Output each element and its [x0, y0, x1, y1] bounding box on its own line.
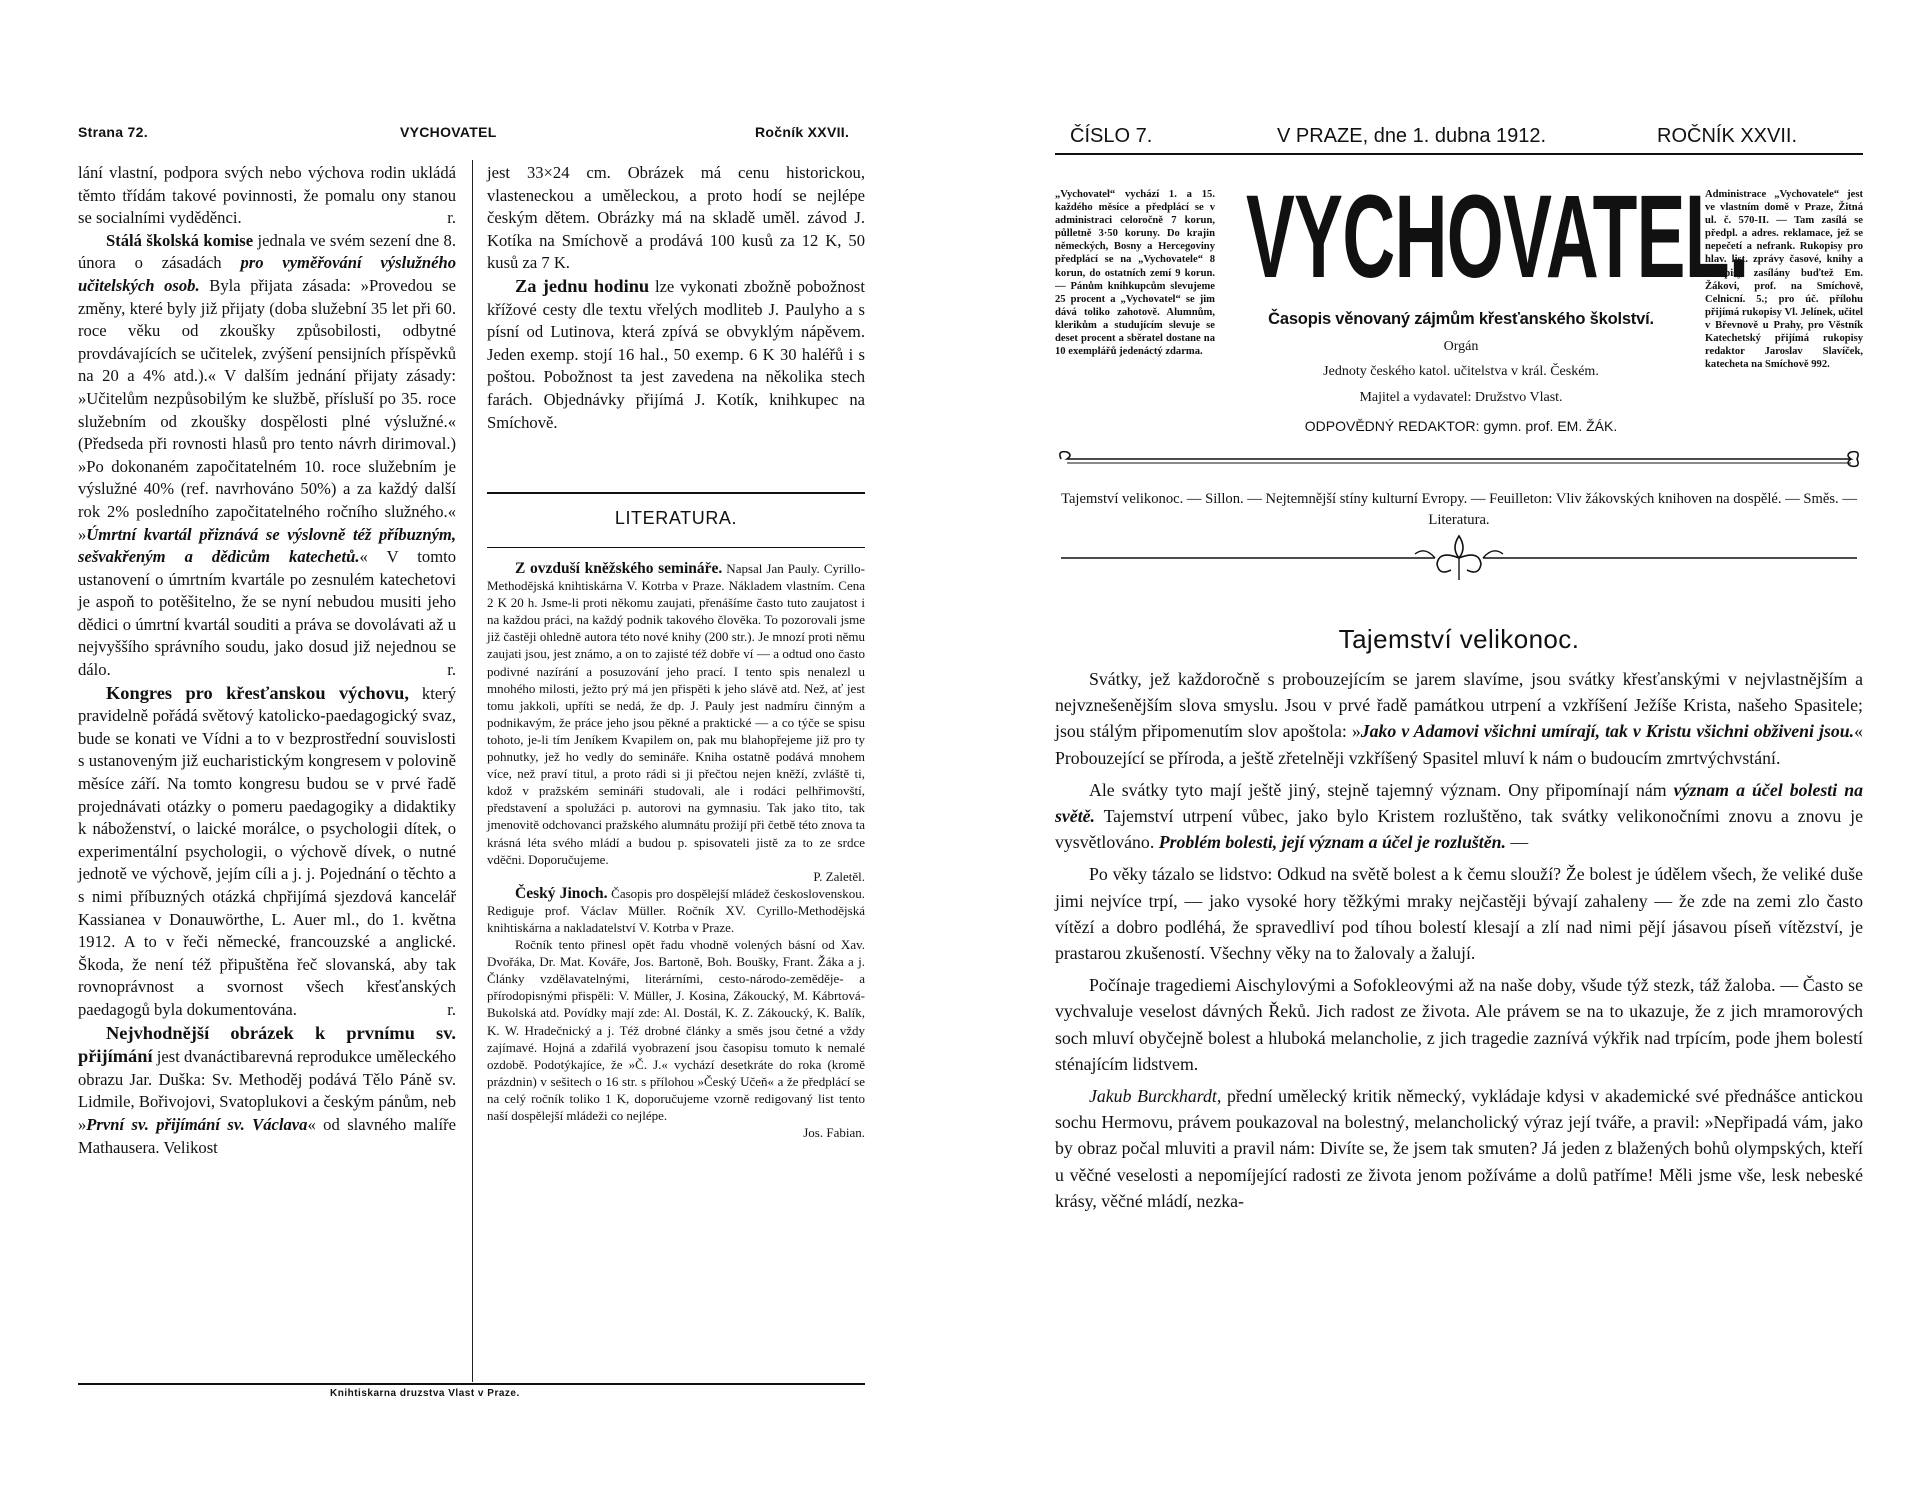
- right-page: [953, 0, 1906, 1501]
- paragraph-text: Tajemství utrpení vůbec, jako bylo Kristem rozluštěno, tak svátky velikonočními znovu a znovu je vysvětlováno.: [1055, 806, 1863, 853]
- printer-imprint: Knihtiskarna druzstva Vlast v Praze.: [330, 1388, 520, 1399]
- review-signature: Jos. Fabian.: [803, 1125, 865, 1141]
- italic-text: Úmrtní kvartál přiznává se výslovně též příbuzným, sešvakřeným a dědicům katechetů.: [78, 524, 456, 567]
- paragraph-text: jednala ve svém sezení dne 8. února o zásadách: [78, 230, 456, 273]
- signature: r.: [447, 660, 456, 680]
- masthead-publisher: Majitel a vydavatel: Družstvo Vlast.: [1359, 390, 1563, 405]
- italic-text: První sv. přijímání sv. Václava: [86, 1114, 308, 1134]
- literature-section: [487, 560, 865, 1141]
- table-of-contents: Tajemství velikonoc. — Sillon. — Nejtemnější stíny kulturní Evropy. — Feuilleton: Vliv žákovských knihoven na dospělé. — Směs. — Literatura.: [1061, 491, 1857, 528]
- page-number: Strana 72.: [78, 124, 148, 140]
- administration-info: Administrace „Vychovatele“ jest ve vlastním domě v Praze, Žitná ul. č. 570-II. — Tam zasílá se předpl. a adres. reklamace, jež se nepečetí a nefrank. Rukopisy pro hlav. list. zprávy časové, knihy a časopisy zasílány buďtež Em. Žákovi, prof. na Smíchově, Celnicní. 5.; pro úč. přílohu přijímá rukopisy Vl. Jelínek, učitel v Břevnově u Prahy, pro Věstník Katechetský přijímá rukopisy redaktor Jaroslav Slavíček, katecheta na Smíchově 992.: [1705, 189, 1863, 371]
- article-heading: Za jednu hodinu: [515, 275, 650, 296]
- running-title: VYCHOVATEL: [400, 124, 497, 140]
- section-rule-top: [487, 492, 865, 494]
- issue-number: ČÍSLO 7.: [1070, 125, 1153, 147]
- article-heading: Kongres pro křesťanskou výchovu,: [106, 682, 409, 703]
- paragraph-text: « od slavného malíře Mathausera. Velikost: [78, 1114, 456, 1157]
- header-rule: [1055, 153, 1863, 155]
- ornament-rule-icon: [1053, 446, 1865, 472]
- masthead-union: Jednoty českého katol. učitelstva v král. Českém.: [1323, 364, 1599, 379]
- paragraph-text: Ale svátky tyto mají ještě jiný, stejně tajemný význam. Ony připomínají nám: [1089, 779, 1674, 800]
- paragraph-text: « V tomto ustanovení o úmrtním kvartále po zesnulém katechetovi je aspoň to potěšitelno, že se nyní nebudou musiti jeho dědici o úmrtní kvartál souditi a práva se dovolávati až u nejvyššího správního soudu, jako dosud již nejednou se dálo.: [78, 547, 457, 680]
- paragraph-text: lání vlastní, podpora svých nebo výchova rodin ukládá těmto třídám takové povinnosti, že pomalu ony stanou se socialními vyděděnci.: [78, 163, 456, 228]
- column-divider: [472, 160, 473, 1382]
- article-body: [1055, 666, 1863, 1220]
- ornament-divider-icon: [1053, 528, 1865, 588]
- review-meta: Napsal Jan Pauly. Cyrillo-Methodějská knihtiskárna V. Kotrba v Praze. Nákladem vlastním. Cena 2 K 20 h.: [487, 561, 865, 611]
- running-volume: Ročník XXVII.: [755, 124, 850, 140]
- italic-text: význam a účel bolesti na světě.: [1055, 779, 1863, 827]
- masthead-editor: ODPOVĚDNÝ REDAKTOR: gymn. prof. EM. ŽÁK.: [1304, 418, 1618, 434]
- paragraph-text: Svátky, jež každoročně s probouzejícím se jarem slavíme, jsou svátky křesťanskými v nejvlastnějším a nejvznešenějším slova smyslu. Jsou v prvé řadě památkou utrpení a vzkříšení Ježíše Krista, našeho Spasitele; jsou stálým připomenutím slov apoštola: »: [1055, 669, 1863, 742]
- paragraph-text: jest dvanáctibarevná reprodukce uměleckého obrazu Jar. Duška: Sv. Methoděj podává Tělo Páně sv. Lidmile, Bořivojovi, Svatoplukovi a českým pánům, neb »: [78, 1047, 456, 1134]
- italic-text: Jakub Burckhardt,: [1089, 1086, 1222, 1107]
- signature: r.: [447, 208, 456, 228]
- paragraph-text: Byla přijata zásada: »Provedou se změny, které byly již přijaty (doba služební 35 let při 60. roce věku od zkoušky způsobilosti, odbytné provdávajících se učitelek, zvýšení pensijních příspěvků na 20 a 4% atd.).« V dalším jednání přijaty zásady: »Učitelům nezpůsobilým ke službě, přísluší po 35. roce služebním od zkoušky dospělosti plné výslužné.« (Předseda při rovnosti hlasů pro tento návrh dirimoval.) »Po dokonaném započitatelném 10. roce služebním je výslužné 40% (ref. navrhováno 50%) a za každý další rok 2% posledního započitatelného ročního služného.« »: [78, 275, 456, 544]
- subscription-info: „Vychovatel“ vychází 1. a 15. každého měsíce a předplácí se v administraci celoročně 7 korun, půlletně 3·50 koruny. Do krajin německých, Bosny a Hercegoviny předplácí se na „Vychovatele“ 8 korun, do ostatních zemí 9 korun. — Pánům knihkupcům slevujeme 25 procent a „Vychovatel“ se jim dává toliko zahotově. Alumnům, klerikům a studujícím slevuje se deset procent a sběratel dostane na 10 exemplářů jedenáctý zdarma.: [1055, 189, 1215, 358]
- review-text: Ročník tento přinesl opět řadu vhodně volených básní od Xav. Dvořáka, Dr. Mat. Kováře, Jos. Bartoně, Boh. Boušky, Frant. Žáka a j. Články vzdělavatelnými, literárními, cesto-národo-zeměděje- a přírodopisnými přispěli: V. Müller, J. Kosina, Zákoucký, M. Kábrtová-Bukolská atd. Povídky mají zde: Al. Dostál, K. Z. Zákoucký, K. Balík, K. W. Hradečnický a j. Též drobné články a směs jsou četné a vždy zajímavé. Hojná a zdařilá vyobrazení jsou časopisu tomuto k nemalé ozdobě. Podotýkajíce, že »Č. J.« vychází desetkráte do roka (kromě prázdnin) v sešitech o 16 str. s přílohou »Český Učeň« a že předplácí se na celý ročník toliko 1 K, doporučujeme vzorně redigovaný list tento naší dospělejší mládeži co nejlépe.: [487, 937, 865, 1123]
- review-title: Z ovzduší kněžského semináře.: [515, 560, 723, 577]
- review-text: Jsme-li proti někomu zaujati, přenášíme často tuto zaujatost i na každou práci, na každý podnik takového člověka. To pozorovali jsme již častěji ohledně autora této nové knihy (200 str.). Je mnozí proti němu zaujati jsou, jest známo, a on to zajisté též dobře ví — a odtud ono často podivné nazírání a posuzování jeho prací. I tento spis nenalezl u mnohého milosti, ježto prý má jen přispěti k jeho slávě atd. Než, ať jest tomu jakkoli, upříti se nedá, že dp. J. Pauly jest nadmíru činným a podnikavým, že práce jeho jsou pěkné a praktické — a co týče se spisu tohoto, je-li tím Jeníkem Kvapilem on, pak mu blahopřejeme již pro ty pohnutky, jež ho vedly do semináře. Kniha ostatně podává mnohem více, než praví titul, a proto rádi si ji přečtou nejen kněží, zvláště ti, kdož v pražském semináři studovali, ale i rodáci pelhřimovští, představení a spolužáci p. autorovi na gymnasiu. Tak jako tito, tak jmenovitě odchovanci pražského alumnátu prožijí při četbě této znova ta krásná léta svého mládí a budou p. spisovateli jistě za to ze srdce vděčni. Doporučujeme.: [487, 595, 865, 867]
- masthead-organ: Orgán: [1443, 339, 1479, 354]
- italic-text: Jako v Adamovi všichni umírají, tak v Kristu všichni obživeni jsou.: [1360, 721, 1855, 742]
- issue-date: V PRAZE, dne 1. dubna 1912.: [1277, 125, 1547, 147]
- article-heading: Stálá školská komise: [106, 230, 254, 250]
- italic-text: Problém bolesti, její význam a účel je rozluštěn.: [1158, 832, 1506, 853]
- paragraph-text: —: [1505, 832, 1529, 853]
- masthead-title: VYCHOVATEL.: [1246, 171, 1749, 303]
- signature: r.: [447, 999, 456, 1019]
- article-heading: Nejvhodnější obrázek k prvnímu sv. přijímání: [78, 1022, 456, 1067]
- paragraph-text: Po věky tázalo se lidstvo: Odkud na světě bolest a k čemu slouží? Že bolest je údělem všech, že veliké duše jimi nejvíce trpí, — jako vysoké hory těžkými mraky nejčastěji bývají zahaleny — že zde na zemi zlo často vítězí a dobro podléhá, že spravedliví pod tíhou bolestí klesají a zlí nad nimi pějí jásavou píseň vítězství, je prastarou zkušeností. Všechny věky na to žalovaly a žalují.: [1055, 864, 1863, 964]
- paragraph-text: Počínaje tragediemi Aischylovými a Sofokleovými až na naše doby, všude týž stezk, táž žaloba. — Často se vychvaluje veselost dávných Řeků. Jich radost ze života. Ale právem se na to ukazuje, že z jich mramorových soch mluví obyčejně bolest a hluboká melancholie, z jich tragedie zaznívá výkřik nad trpícím, pode jhem bolestí sténajícím lidstvem.: [1055, 975, 1863, 1074]
- italic-text: pro vyměřování výslužného učitelských osob.: [78, 253, 456, 295]
- paragraph-text: lze vykonati zbožně pobožnost křížové cesty dle textu vřelých modliteb J. Paulyho a s písní od Lutinova, která zpívá se obvyklým nápěvem. Jeden exemp. stojí 16 hal., 50 exemp. 6 K 30 haléřů i s poštou. Pobožnost ta jest zavedena na několika stech farách. Objednávky přijímá J. Kotík, knihkupec na Smíchově.: [487, 276, 865, 432]
- article-title: Tajemství velikonoc.: [1338, 624, 1580, 654]
- footer-rule: [78, 1383, 865, 1385]
- section-rule-bottom: [487, 547, 865, 548]
- left-column-1: [78, 162, 456, 1159]
- issue-volume: ROČNÍK XXVII.: [1657, 125, 1798, 147]
- review-title: Český Jinoch.: [515, 884, 608, 902]
- section-heading: LITERATURA.: [614, 508, 738, 528]
- paragraph-text: který pravidelně pořádá světový katolicko-paedagogický svaz, bude se konati ve Vídni a to v bezprostřední souvislosti s ustanoveným již eucharistickým kongresem v polovině měsíce září. Na tomto kongresu budou se v prvé řadě projednávati otázky o pomeru paedagogiky a didaktiky k náboženství, o laické morálce, o psychologii dítek, o experimentální psychologii, o výchově dívek, o nutné jednotě ve výchově, jejím cíli a j. j. Pojednání o těchto a s nimi příbuzných otázká chpřijímá sjezdová kancelář Kassianea v Donauwörthe, L. Auer ml., do 1. května 1912. A to v řeči německé, francouzské a anglické. Škoda, že není též připuštěna řeč slovanská, aby tak rovnoprávnost a svornost všech křesťanských paedagogů byla dokumentována.: [78, 683, 457, 1019]
- review-signature: P. Zaletěl.: [813, 868, 865, 884]
- paragraph-text: jest 33×24 cm. Obrázek má cenu historickou, vlasteneckou a uměleckou, a proto hodí se nejlépe českým dětem. Obrázky má na skladě uměl. závod J. Kotíka na Smíchově a prodává 100 kusů za 12 K, 50 kusů za 7 K.: [487, 163, 865, 273]
- review-meta: Časopis pro dospělejší mládež československou. Rediguje prof. Václav Müller. Ročník XV. Cyrillo-Methodějská knihtiskárna a nakladatelství V. Kotrba v Praze.: [487, 885, 865, 935]
- paragraph-text: přední umělecký kritik německý, vykládaje kdysi v akademické své přednášce antickou sochu Hermovu, právem poukazoval na bolestný, melancholický výraz její tváře, a pravil: »Nepřipadá vám, jako by obraz počal mluviti a pravil nám: Divíte se, že jsem tak smuten? Já jeden z blažených bohů olympských, kteří u věčné veselosti a nepomíjející radosti ze života jenom požíváme a dolů patříme! Měli jsme vše, lesk nebeské krásy, věčné mládí, nezka-: [1055, 1086, 1863, 1211]
- masthead-subtitle: Časopis věnovaný zájmům křesťanského školství.: [1268, 310, 1654, 328]
- left-column-2: [487, 162, 865, 434]
- paragraph-text: « Probouzející se příroda, a ještě zřetelněji vzkříšený Spasitel mluví k nám o budoucím zmrtvýchvstání.: [1055, 721, 1863, 768]
